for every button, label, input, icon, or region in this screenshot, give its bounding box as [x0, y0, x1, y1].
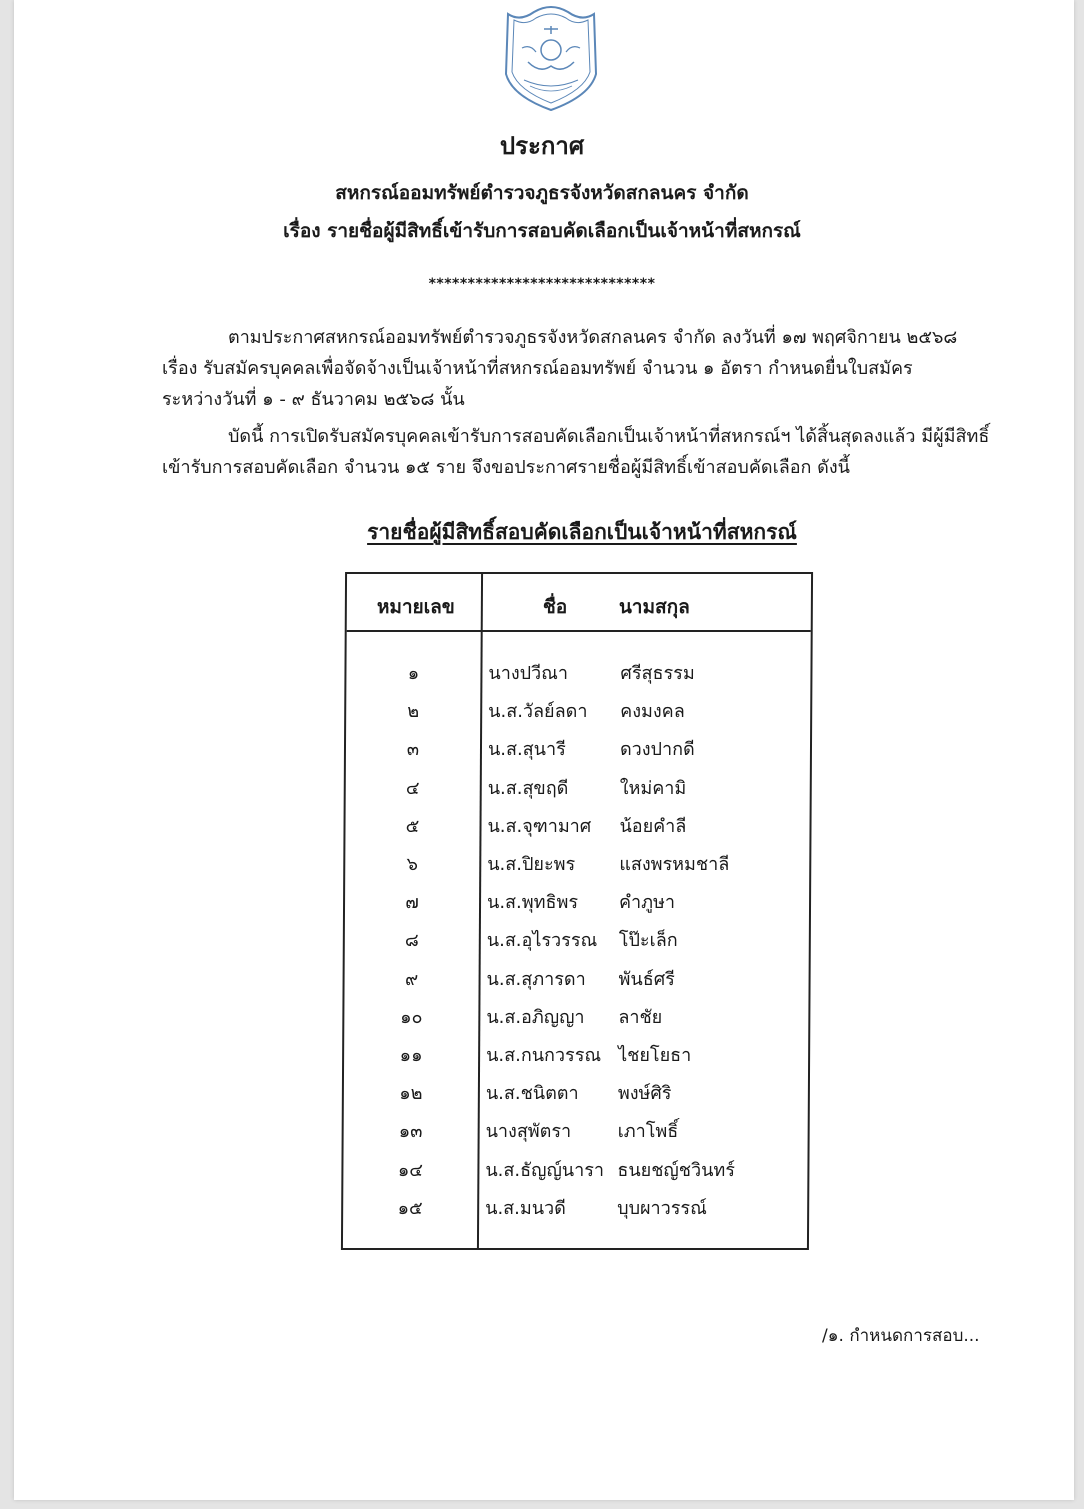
- row-last-name: คำภูษา: [618, 892, 676, 914]
- row-last-name: แสงพรหมชาลี: [619, 854, 730, 875]
- table-row: [343, 1155, 811, 1193]
- paragraph-1-line-3: ระหว่างวันที่ ๑ - ๙ ธันวาคม ๒๕๖๘ นั้น: [162, 389, 465, 410]
- row-last-name: ใหม่คามิ: [619, 777, 687, 799]
- table-row: [345, 811, 813, 849]
- row-last-name: ลาชัย: [618, 1006, 663, 1028]
- row-number: ๖: [406, 854, 419, 875]
- column-header-first-name: ชื่อ: [542, 596, 568, 618]
- column-header-last-name: นามสกุล: [618, 596, 690, 618]
- table-row: [344, 964, 812, 1002]
- row-last-name: ไชยโยธา: [618, 1045, 692, 1066]
- table-row: [345, 849, 813, 887]
- row-first-name: น.ส.อุไรวรรณ: [486, 930, 598, 952]
- page-continuation: /๑. กำหนดการสอบ...: [822, 1326, 980, 1346]
- row-last-name: น้อยคำลี: [619, 815, 687, 837]
- row-number: ๑๐: [400, 1006, 423, 1028]
- row-last-name: ดวงปากดี: [619, 739, 695, 761]
- row-first-name: น.ส.พุทธิพร: [486, 892, 579, 914]
- table-header-divider: [347, 630, 811, 632]
- row-number: ๗: [405, 892, 419, 914]
- row-last-name: เภาโพธิ์: [617, 1121, 679, 1143]
- row-number: ๓: [406, 739, 420, 761]
- row-last-name: คงมงคล: [620, 701, 685, 723]
- table-row: [344, 1040, 812, 1078]
- row-last-name: ศรีสุธรรม: [620, 663, 695, 684]
- row-first-name: นางปวีณา: [488, 663, 569, 684]
- row-first-name: น.ส.ธัญญ์นารา: [485, 1159, 605, 1181]
- row-number: ๑๕: [397, 1197, 423, 1219]
- table-row: [344, 1002, 812, 1040]
- row-last-name: โป๊ะเล็ก: [618, 930, 678, 952]
- row-first-name: น.ส.อภิญญา: [486, 1006, 585, 1028]
- table-row: [346, 773, 814, 811]
- row-number: ๔: [405, 777, 420, 799]
- row-last-name: พงษ์ศิริ: [617, 1083, 672, 1105]
- row-number: ๑๔: [397, 1159, 424, 1181]
- row-first-name: น.ส.ปิยะพร: [487, 854, 576, 875]
- row-number: ๑๓: [398, 1121, 423, 1143]
- row-first-name: น.ส.มนวดี: [485, 1197, 566, 1219]
- row-last-name: พันธ์ศรี: [618, 968, 675, 990]
- row-first-name: น.ส.สุนารี: [487, 739, 566, 761]
- table-row: [346, 696, 814, 734]
- row-last-name: บุบผาวรรณ์: [617, 1197, 707, 1219]
- list-heading: รายชื่อผู้มีสิทธิ์สอบคัดเลือกเป็นเจ้าหน้าที่สหกรณ์: [367, 520, 797, 544]
- table-row: [344, 1078, 812, 1116]
- row-first-name: น.ส.สุขฤดี: [487, 777, 569, 799]
- candidate-table: [341, 572, 813, 1250]
- row-number: ๑๒: [399, 1083, 423, 1105]
- row-last-name: ธนยชญ์ชวินทร์: [617, 1159, 736, 1181]
- row-first-name: น.ส.จุฑามาศ: [487, 815, 592, 837]
- row-number: ๒: [407, 701, 420, 723]
- table-row: [343, 1193, 811, 1231]
- paragraph-1-line-2: เรื่อง รับสมัครบุคคลเพื่อจัดจ้างเป็นเจ้าหน้าที่สหกรณ์ออมทรัพย์ จำนวน ๑ อัตรา กำหนดยื่นใบสมัคร: [162, 358, 913, 379]
- cooperative-emblem-icon: [500, 4, 602, 114]
- organization-name: สหกรณ์ออมทรัพย์ตำรวจภูธรจังหวัดสกลนคร จำกัด: [335, 182, 749, 204]
- row-first-name: นางสุพัตรา: [485, 1121, 572, 1143]
- table-row: [345, 925, 813, 963]
- row-first-name: น.ส.กนกวรรณ: [486, 1045, 602, 1066]
- paragraph-1-line-1: ตามประกาศสหกรณ์ออมทรัพย์ตำรวจภูธรจังหวัดสกลนคร จำกัด ลงวันที่ ๑๗ พฤศจิกายน ๒๕๖๘: [228, 327, 958, 348]
- row-first-name: น.ส.วัลย์ลดา: [488, 701, 588, 723]
- row-first-name: น.ส.ชนิตตา: [485, 1083, 579, 1105]
- paragraph-2-line-2: เข้ารับการสอบคัดเลือก จำนวน ๑๕ ราย จึงขอประกาศรายชื่อผู้มีสิทธิ์เข้าสอบคัดเลือก ดังนี้: [162, 457, 850, 478]
- row-number: ๙: [404, 968, 419, 990]
- row-number: ๑: [407, 663, 420, 684]
- row-number: ๑๑: [399, 1045, 423, 1066]
- row-number: ๕: [405, 815, 420, 837]
- table-row: [345, 887, 813, 925]
- paragraph-2-line-1: บัดนี้ การเปิดรับสมัครบุคคลเข้ารับการสอบคัดเลือกเป็นเจ้าหน้าที่สหกรณ์ฯ ได้สิ้นสุดลงแล้ว มีผู้มีสิทธิ์: [228, 426, 990, 447]
- table-row: [344, 1116, 812, 1154]
- separator: *****************************: [428, 276, 656, 292]
- announcement-subject: เรื่อง รายชื่อผู้มีสิทธิ์เข้ารับการสอบคัดเลือกเป็นเจ้าหน้าที่สหกรณ์: [283, 220, 801, 242]
- row-first-name: น.ส.สุภารดา: [486, 968, 586, 990]
- table-row: [346, 734, 814, 772]
- table-row: [346, 658, 814, 696]
- announcement-title: ประกาศ: [499, 132, 585, 160]
- row-number: ๘: [404, 930, 419, 952]
- column-header-number: หมายเลข: [376, 596, 455, 618]
